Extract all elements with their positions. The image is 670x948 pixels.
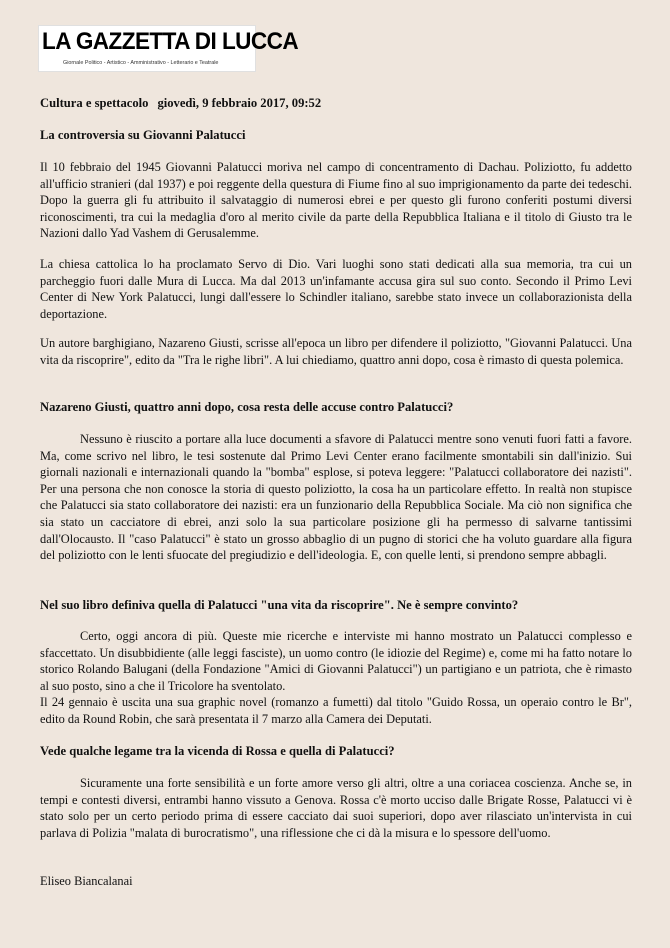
interview-question-2: Nel suo libro definiva quella di Palatucci "una vita da riscoprire". Ne è sempre convinto? <box>40 598 519 612</box>
intro-paragraph-3: Un autore barghigiano, Nazareno Giusti, scrisse all'epoca un libro per difendere il poliziotto, "Giovanni Palatucci. Una vita da riscoprire", edito da "Tra le righe libri". A lui chiediamo, quattro anni dopo, cosa è rimasto di questa polemica. <box>40 336 632 367</box>
intro-paragraph-1: Il 10 febbraio del 1945 Giovanni Palatucci moriva nel campo di concentramento di Dachau. Poliziotto, fu addetto all'ufficio stranieri (dal 1937) e poi reggente della questura di Fiume fino al suo imprigionamento da parte dei tedeschi. Dopo la guerra gli fu attribuito il salvataggio di numerosi ebrei e per questo gli furono conferiti postumi diversi riconoscimenti, tra cui la medaglia d'oro al merito civile da parte della Repubblica Italiana e il titolo di Giusto tra le Nazioni dallo Yad Vashem di Gerusalemme. <box>40 160 632 241</box>
interview-answer-2: Certo, oggi ancora di più. Queste mie ricerche e interviste mi hanno mostrato un Palatucci complesso e sfaccettato. Un disubbidiente (alle leggi fasciste), un uomo contro (le idiozie del Regime) e, come mi ha fatto notare lo storico Rolando Balugani (della Fondazione "Amici di Giovanni Palatucci") un partigiano e un patriota, che è rimasto al suo posto, sino a che il Tricolore ha sventolato. <box>40 629 632 693</box>
interview-question-1: Nazareno Giusti, quattro anni dopo, cosa resta delle accuse contro Palatucci? <box>40 400 454 414</box>
interview-note-2: Il 24 gennaio è uscita una sua graphic novel (romanzo a fumetti) dal titolo "Guido Rossa, un operaio contro le Br", edito da Round Robin, che sarà presentata il 7 marzo alla Camera dei Deputati. <box>40 695 632 726</box>
publish-date: giovedì, 9 febbraio 2017, 09:52 <box>157 96 322 110</box>
section-label[interactable]: Cultura e spettacolo <box>40 96 149 110</box>
interview-question-3: Vede qualche legame tra la vicenda di Rossa e quella di Palatucci? <box>40 744 395 758</box>
logo-subtitle: Giornale Politico - Artistico - Amministrativo - Letterario e Teatrale <box>63 60 219 66</box>
article-headline: La controversia su Giovanni Palatucci <box>40 128 246 142</box>
author-signature: Eliseo Biancalanai <box>40 874 133 888</box>
article-meta <box>40 95 632 112</box>
intro-paragraph-2: La chiesa cattolica lo ha proclamato Servo di Dio. Vari luoghi sono stati dedicati alla sua memoria, tra cui un parcheggio fuori dalle Mura di Lucca. Ma dal 2013 un'infamante accusa gira sul suo conto. Secondo il Primo Levi Center di New York Palatucci, lungi dall'essere lo Schindler italiano, sarebbe stato invece un collaborazionista della deportazione. <box>40 257 632 321</box>
interview-answer-3: Sicuramente una forte sensibilità e un forte amore verso gli altri, oltre a una coriacea coscienza. Anche se, in tempi e contesti diversi, entrambi hanno vissuto a Genova. Rossa c'è morto ucciso dalle Brigate Rosse, Palatucci vi è stato solo per un certo periodo prima di essere cacciato dai suoi superiori, dopo aver rilasciato un'intervista in cui parlava di Polizia "malata di burocratismo", una riflessione che ci dà la misura e lo spessore dell'uomo. <box>40 776 632 840</box>
interview-answer-2-block <box>40 628 632 728</box>
newspaper-logo[interactable] <box>38 25 299 72</box>
interview-answer-1: Nessuno è riuscito a portare alla luce documenti a sfavore di Palatucci mentre sono venuti fuori fatti a favore. Ma, come scrivo nel libro, le tesi sostenute dal Primo Levi Center erano facilmente smontabili sin dall'inizio. Sui giornali nazionali e internazionali quando la "bomba" esplose, si poteva leggere: "Palatucci collaboratore dei nazisti". Per una persona che non conosce la storia di questo poliziotto, la cosa ha un particolare effetto. In realtà non stupisce che Palatucci sia stato collaboratore dei nazisti: era un funzionario della Repubblica Sociale. Ma ciò non significa che sia stato un cacciatore di ebrei, anzi solo la sua particolare posizione gli ha permesso di salvarne tantissimi dall'Olocausto. Il "caso Palatucci" è stato un grosso abbaglio di un pugno di storici che ha voluto guardare alla figura del poliziotto con le lenti sfuocate del pregiudizio e dell'ideologia. E, con quelle lenti, si prendono sempre abbagli. <box>40 432 632 563</box>
logo-title: LA GAZZETTA DI LUCCA <box>42 28 299 55</box>
